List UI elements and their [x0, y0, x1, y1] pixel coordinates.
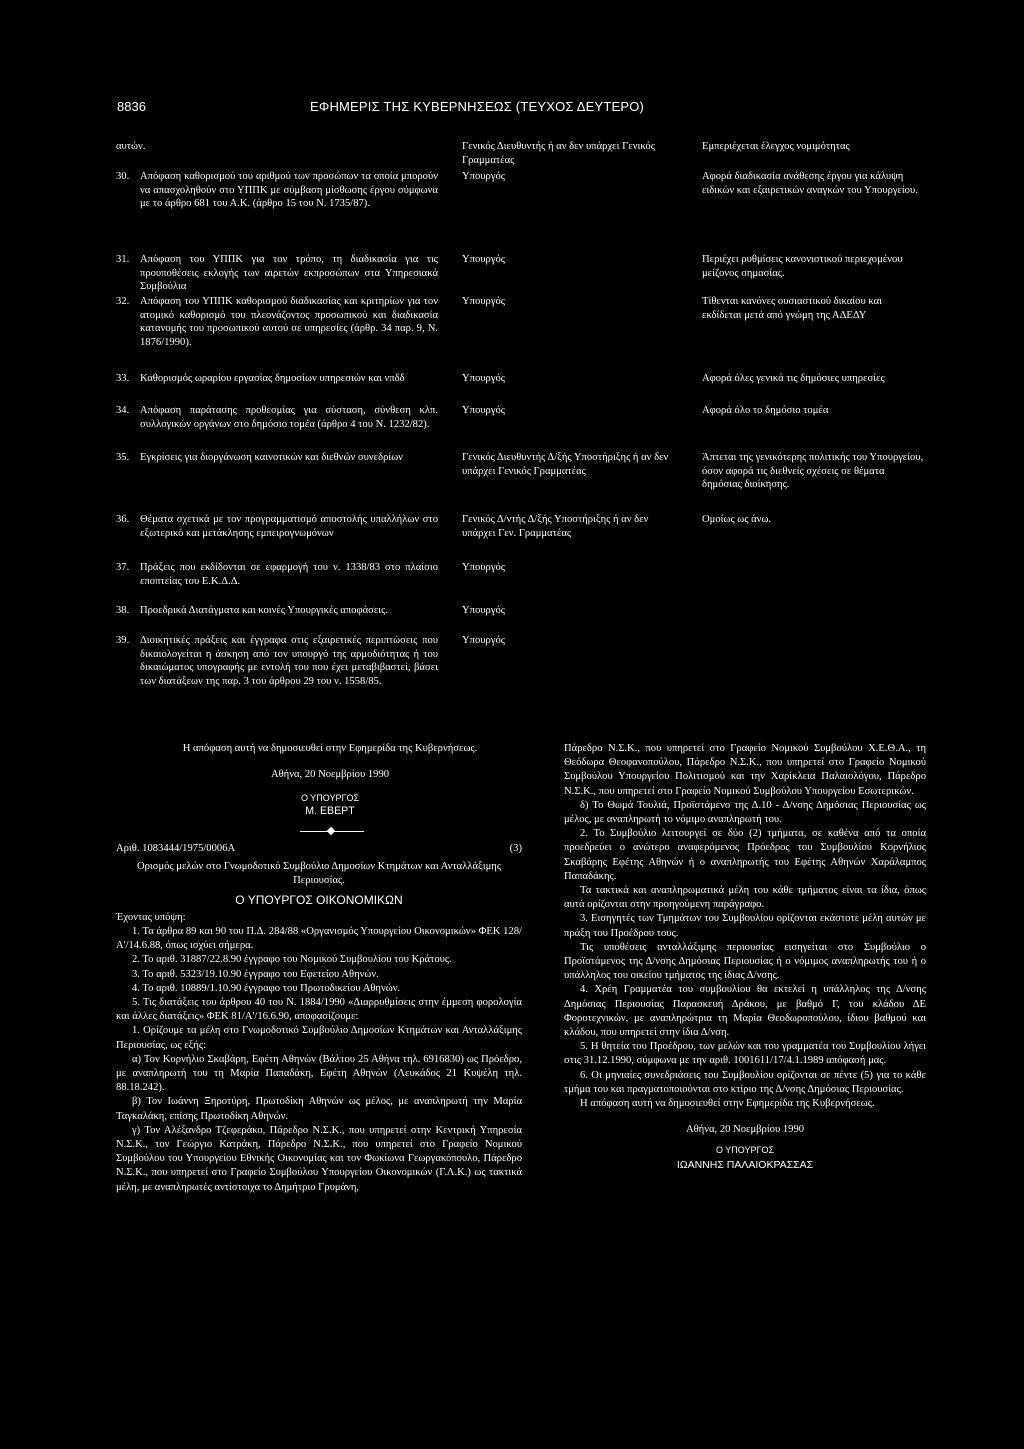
consideration-item: 5. Τις διατάξεις του άρθρου 40 του Ν. 1884/1990 «Διαρρυθμίσεις στην έμμεση φορολογία και άλλες διατάξεις» ΦΕΚ 81/Α'/16.6.90, αποφασίζουμε: — [116, 997, 522, 1023]
table-row — [116, 404, 438, 431]
row-authority: Υπουργός — [462, 171, 506, 182]
signature-role: Ο ΥΠΟΥΡΓΟΣ — [715, 1145, 775, 1156]
row-number: 36. — [116, 514, 130, 525]
decision-ref: Αριθ. 1083444/1975/0006Α — [116, 843, 236, 854]
table-row — [116, 170, 438, 211]
decision-continuation — [564, 742, 926, 1172]
paragraph: Τις υποθέσεις ανταλλάξιμης περιουσίας εισηγείται στο Συμβούλιο ο Προϊστάμενος της Δ/νσης Δημόσιας Περιουσίας ή ο νόμιμος αναπληρωτής του ή ο υπάλληλος του οικείου τμήματος της ίδιας Δ/νσης. — [564, 941, 926, 982]
table-row — [116, 634, 438, 688]
having-in-view: Έχοντας υπόψη: — [116, 911, 186, 923]
decision-subject: Ορισμός μελών στο Γνωμοδοτικό Συμβούλιο Δημοσίων Κτημάτων και Ανταλλάξιμης Περιουσίας. — [136, 861, 502, 887]
table-row — [116, 604, 438, 618]
publish-note: Η απόφαση αυτή να δημοσιευθεί στην Εφημερίδα της Κυβερνήσεως. — [182, 743, 478, 754]
consideration-item: 3. Το αριθ. 5323/19.10.90 έγγραφο του Εφετείου Αθηνών. — [132, 968, 379, 980]
paragraph: 2. Το Συμβούλιο λειτουργεί σε δύο (2) τμήματα, σε καθένα από τα οποία προεδρεύει ο ανώτερο αναφερόμενος Πρόεδρος του Συμβουλίου Κορνήλιος Σκαβάρης Εφέτης Αθηνών ή ο αναπληρωτής του Εφέτης Αθηνών Χαράλαμπος Παπαδάκης. — [564, 828, 926, 882]
row-justification: Αφορά όλες γενικά τις δημόσιες υπηρεσίες — [702, 373, 885, 384]
member-item: γ) Τον Αλέξανδρο Τζεφεράκο, Πάρεδρο Ν.Σ.Κ., που υπηρετεί στην Κεντρική Υπηρεσία Ν.Σ.Κ., τον Γεώργιο Κατράκη, Πάρεδρο Ν.Σ.Κ., που υπηρετεί στο Γραφείο Νομικού Συμβούλου του Υπουργείου Εθνικής Οικονομίας και τον Φωκίωνα Γεωργακόπουλο, Πάρεδρο Ν.Σ.Κ., που υπηρετεί στο Γραφείο Συμβούλου Υπουργείου Οικονομικών (Γ.Λ.Κ.) ως τακτικά μέλη, με αναπληρωτές αντίστοιχα το Δημήτριο Γρυμάνη, — [116, 1124, 522, 1193]
row-number: 33. — [116, 373, 130, 384]
signature-date: Αθήνα, 20 Νοεμβρίου 1990 — [685, 1124, 805, 1136]
consideration-item: 1. Τα άρθρα 89 και 90 του Π.Δ. 284/88 «Οργανισμός Υπουργείου Οικονομικών» ΦΕΚ 128/Α'/14.6.88, όπως ισχύει σήμερα. — [116, 926, 522, 952]
row-justification: Τίθενται κανόνες ουσιαστικού δικαίου και εκδίδεται μετά από γνώμη της ΑΔΕΔΥ — [702, 296, 882, 321]
decision-ref-number: (3) — [509, 843, 522, 854]
row-text: Εγκρίσεις για διοργάνωση καινοτικών και διεθνών συνεδρίων — [140, 452, 403, 463]
table-row — [116, 561, 438, 588]
table-row — [116, 253, 438, 294]
row-text: Διοικητικές πράξεις και έγγραφα στις εξαιρετικές περιπτώσεις που δικαιολογείται η άσκηση από τον υπουργό της αρμοδιότητας ή του δικαιώματος υπογραφής με εντολή του που έχει μεταβιβαστεί, βάσει των διατάξεων της παρ. 3 του άρθρου 29 του ν. 1558/85. — [140, 635, 438, 687]
paragraph: Πάρεδρο Ν.Σ.Κ., που υπηρετεί στο Γραφείο Νομικού Συμβούλου Χ.Ε.Θ.Α., τη Θεόδωρα Θεοφανοπούλου, Πάρεδρο Ν.Σ.Κ., που υπηρετεί στο Γραφείο Νομικού Συμβούλου Υπουργείου Πολιτισμού και την Χαρίκλεια Παλαιολόγου, Πάρεδρο Ν.Σ.Κ., που υπηρετεί στο Γραφείο Νομικού Συμβούλου Υπουργείου Εσωτερικών. — [564, 743, 926, 797]
row-text: Προεδρικά Διατάγματα και κοινές Υπουργικές αποφάσεις. — [140, 605, 388, 616]
table-row — [116, 513, 438, 540]
row-authority: Υπουργός — [462, 605, 506, 616]
row-justification: Αφορά όλο το δημόσιο τομέα — [702, 405, 829, 416]
page-number: 8836 — [117, 99, 146, 114]
row-number: 32. — [116, 296, 130, 307]
member-item: α) Τον Κορνήλιο Σκαβάρη, Εφέτη Αθηνών (Βάλτου 25 Αθήνα τηλ. 6916830) ως Πρόεδρο, με αναπληρωτή του τη Μαρία Παπαδάκη, Εφέτη Αθηνών (Λευκάδος 21 Κυψέλη τηλ. 88.18.242). — [116, 1053, 522, 1094]
row-text: Πράξεις που εκδίδονται σε εφαρμογή του ν. 1338/83 στο πλαίσιο εποπτείας του Ε.Κ.Δ.Δ. — [140, 562, 438, 587]
table-row — [116, 372, 438, 386]
row-number: 38. — [116, 605, 130, 616]
row-authority: Γενικός Δ/ντής Δ/ξής Υποστήριξης ή αν δεν υπάρχει Γεν. Γραμματέας — [462, 514, 649, 539]
row-justification: Περιέχει ρυθμίσεις κανονιστικού περιεχομένου μείζονος σημασίας. — [702, 254, 903, 279]
row-text: Απόφαση καθορισμού του αριθμού των προσώπων τα οποία μπορούν να απασχοληθούν στο ΥΠΠΚ με σύμβαση μίσθωσης έργου σύμφωνα με το άρθρο 681 του Α.Κ. (άρθρο 15 του Ν. 1735/87). — [140, 171, 438, 210]
gazette-title: ΕΦΗΜΕΡΙΣ ΤΗΣ ΚΥΒΕΡΝΗΣΕΩΣ (ΤΕΥΧΟΣ ΔΕΥΤΕΡΟ) — [310, 99, 645, 114]
row-authority: Υπουργός — [462, 562, 506, 573]
row-authority: Γενικός Διευθυντής Δ/ξής Υποστήριξης ή αν δεν υπάρχει Γενικός Γραμματέας — [462, 452, 669, 477]
table-row — [116, 451, 438, 465]
paragraph: 6. Οι μηνιαίες συνεδριάσεις του Συμβουλίου ορίζονται σε πέντε (5) για το κάθε τμήμα του και πραγματοποιούνται στο κτίριο της Δ/νσης Δημόσιας Περιουσίας. — [564, 1069, 926, 1095]
row-text: Απόφαση του ΥΠΠΚ καθορισμού διαδικασίας και κριτηρίων για τον ατομικό καθορισμό του πλεονάζοντος προσωπικού και διαδικασία κατανομής του προσωπικού αυτού σε υπηρεσίες (άρθρ. 34 παρ. 9, Ν. 1876/1990). — [140, 296, 438, 348]
row-number: 30. — [116, 171, 130, 182]
row-authority: Υπουργός — [462, 635, 506, 646]
signature-date: Αθήνα, 20 Νοεμβρίου 1990 — [270, 769, 390, 780]
consideration-item: 4. Το αριθ. 10889/1.10.90 έγγραφο του Πρωτοδικείου Αθηνών. — [132, 982, 401, 994]
ministry-title: Ο ΥΠΟΥΡΓΟΣ ΟΙΚΟΝΟΜΙΚΩΝ — [235, 892, 403, 907]
row-0-col1: αυτών. — [116, 141, 146, 152]
consideration-item: 2. Το αριθ. 31887/22.8.90 έγγραφο του Νομικού Συμβουλίου του Κράτους. — [132, 954, 452, 966]
decision-block — [116, 842, 522, 1195]
row-text: Θέματα σχετικά με τον προγραμματισμό αποστολής υπαλλήλων στο εξωτερικό και μετάκλησης εμπειρογνωμόνων — [140, 514, 438, 539]
row-number: 39. — [116, 635, 130, 646]
row-justification: Άπτεται της γενικότερης πολιτικής του Υπουργείου, όσον αφορά τις διεθνείς σχέσεις σε θέματα δημόσιας διοίκησης. — [702, 452, 924, 491]
publish-note: Η απόφαση αυτή να δημοσιευθεί στην Εφημερίδα της Κυβερνήσεως. — [580, 1098, 875, 1110]
row-text: Καθορισμός ωραρίου εργασίας δημοσίων υπηρεσιών και νπδδ — [140, 373, 405, 384]
row-text: Απόφαση παράτασης προθεσμίας για σύσταση, σύνθεση κλπ. συλλογικών οργάνων στο δημόσιο τομέα (άρθρο 4 του Ν. 1232/82). — [140, 405, 438, 430]
row-number: 34. — [116, 405, 130, 416]
row-number: 35. — [116, 452, 130, 463]
row-number: 31. — [116, 254, 130, 265]
row-justification: Αφορά διαδικασία ανάθεσης έργου για κάλυψη ειδικών και εξαιρετικών αναγκών του Υπουργείου. — [702, 171, 918, 196]
paragraph: 5. Η θητεία του Προέδρου, των μελών και του γραμματέα του Συμβουλίου λήγει στις 31.12.1990, σύμφωνα με την αριθ. 1001611/17/4.1.1989 απόφασή μας. — [564, 1041, 926, 1067]
signature-name: ΙΩΑΝΝΗΣ ΠΑΛΑΙΟΚΡΑΣΣΑΣ — [676, 1158, 814, 1171]
row-0-col2: Γενικός Διευθυντής ή αν δεν υπάρχει Γενικός Γραμματέας — [462, 141, 655, 166]
row-authority: Υπουργός — [462, 373, 506, 384]
row-0-col3: Εμπεριέχεται έλεγχος νομιμότητας — [702, 141, 850, 152]
decision-ref-line — [116, 842, 522, 856]
signature-name: Μ. ΕΒΕΡΤ — [305, 805, 355, 817]
row-authority: Υπουργός — [462, 296, 506, 307]
paragraph: 4. Χρέη Γραμματέα του συμβουλίου θα εκτελεί η υπάλληλος της Δ/νσης Δημόσιας Περιουσίας Παρασκευή Δράκου, με βαθμό Γ, του κλάδου ΔΕ Φοροτεχνικών, με αναπληρώτρια τη Μαρία Θεοδωροπούλου, ίδιου βαθμού και κλάδου, που υπηρετεί στην ίδια Δ/νση. — [564, 984, 926, 1039]
row-text: Απόφαση του ΥΠΠΚ για τον τρόπο, τη διαδικασία για τις προυποθέσεις εκλογής των αιρετών εκπροσώπων στα Υπηρεσιακά Συμβούλια — [140, 254, 438, 293]
paragraph: δ) Το Θωμά Τουλιά, Προϊστάμενο της Δ.10 - Δ/νσης Δημόσιας Περιουσίας ως μέλος, με αναπληρωτή το νόμιμο αναπληρωτή του. — [564, 799, 926, 826]
paragraph: 3. Εισηγητές των Τμημάτων του Συμβουλίου ορίζονται εκάστοτε μέλη αυτών με πράξη του Προέδρου τους. — [564, 913, 926, 939]
signature-role: Ο ΥΠΟΥΡΓΟΣ — [300, 793, 360, 803]
paragraph: Τα τακτικά και αναπληρωματικά μέλη του κάθε τμήματος είναι τα ίδια, όπως αυτά ορίζονται στην προηγούμενη παράγραφο. — [564, 885, 926, 911]
row-justification: Ομοίως ως άνω. — [702, 514, 772, 525]
row-authority: Υπουργός — [462, 405, 506, 416]
row-authority: Υπουργός — [462, 254, 506, 265]
article-1: 1. Ορίζουμε τα μέλη στο Γνωμοδοτικό Συμβούλιο Δημοσίων Κτημάτων και Ανταλλάξιμης Περιουσίας, ως εξής: — [116, 1025, 522, 1051]
table-row — [116, 295, 438, 349]
row-number: 37. — [116, 562, 130, 573]
divider-ornament — [327, 827, 335, 835]
member-item: β) Τον Ιωάννη Ξηροτύρη, Πρωτοδίκη Αθηνών ως μέλος, με αναπληρωτή την Μαρία Ταγκαλάκη, επίσης Πρωτοδίκη Αθηνών. — [116, 1096, 522, 1122]
